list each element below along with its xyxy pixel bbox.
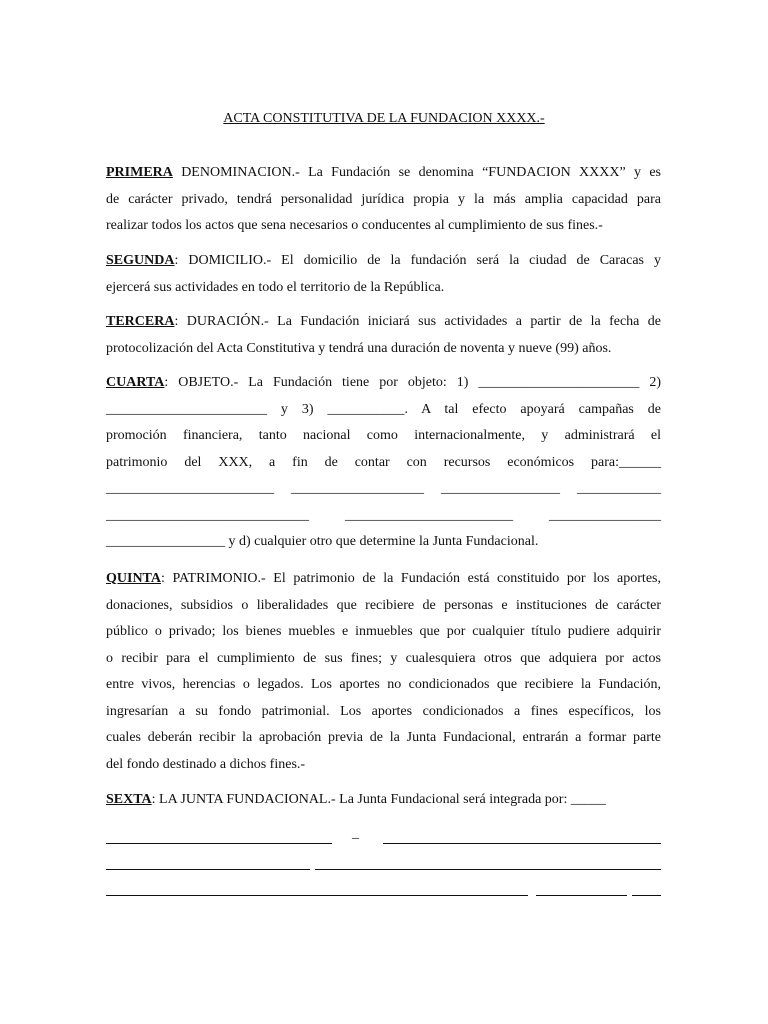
document-title: ACTA CONSTITUTIVA DE LA FUNDACION XXXX.- bbox=[223, 111, 545, 126]
clause-line: ejercerá sus actividades en todo el territorio de la República. bbox=[106, 279, 445, 295]
clause-line: promoción financiera, tanto nacional como internacionalmente, y administrará el bbox=[106, 428, 661, 443]
clause-heading: SEXTA bbox=[106, 792, 152, 807]
clause-sexta bbox=[106, 787, 661, 814]
blank-line: _____________________________ ________________________ ________________ bbox=[106, 507, 661, 523]
clause-line: _________________ y d) cualquier otro que determine la Junta Fundacional. bbox=[106, 534, 539, 549]
blank-line bbox=[632, 895, 661, 896]
clause-line: _______________________ y 3) ___________. A tal efecto apoyará campañas de bbox=[106, 401, 661, 417]
clause-line: o recibir para el cumplimiento de sus fines; y cualesquiera otros que adquiera por actos bbox=[106, 650, 661, 666]
clause-line: SEXTA: LA JUNTA FUNDACIONAL.- La Junta Fundacional será integrada por: _____ bbox=[106, 792, 606, 807]
clause-line: TERCERA: DURACIÓN.- La Fundación iniciará sus actividades a partir de la fecha de bbox=[106, 314, 661, 329]
clause-line: SEGUNDA: DOMICILIO.- El domicilio de la fundación será la ciudad de Caracas y bbox=[106, 253, 661, 268]
clause-line: público o privado; los bienes muebles e inmuebles que por cualquier título pudiere adquirir bbox=[106, 624, 661, 639]
clause-line: entre vivos, herencias o legados. Los aportes no condicionados que recibiere la Fundación, bbox=[106, 677, 661, 692]
blank-line: ________________________ ___________________ _________________ ____________ bbox=[106, 481, 661, 496]
clause-line: PRIMERA DENOMINACION.- La Fundación se denomina “FUNDACION XXXX” y es bbox=[106, 165, 661, 180]
clause-primera bbox=[106, 160, 661, 240]
blank-line bbox=[315, 869, 661, 870]
clause-heading: SEGUNDA bbox=[106, 253, 175, 268]
clause-line: del fondo destinado a dichos fines.- bbox=[106, 756, 306, 772]
clause-line: cuales deberán recibir la aprobación previa de la Junta Fundacional, entrarán a formar parte bbox=[106, 730, 661, 745]
clause-segunda bbox=[106, 248, 661, 301]
clause-heading: CUARTA bbox=[106, 375, 165, 390]
clause-quinta bbox=[106, 566, 661, 778]
clause-line: CUARTA: OBJETO.- La Fundación tiene por objeto: 1) _______________________ 2) bbox=[106, 375, 661, 390]
blank-line bbox=[106, 869, 310, 870]
clause-line: realizar todos los actos que sena necesarios o conducentes al cumplimiento de sus fines.- bbox=[106, 218, 603, 233]
clause-line: ingresarían a su fondo patrimonial. Los aportes condicionados a fines específicos, los bbox=[106, 703, 661, 719]
blank-line bbox=[106, 843, 332, 844]
clause-cuarta bbox=[106, 370, 661, 556]
blank-line bbox=[536, 895, 627, 896]
blank-line bbox=[106, 895, 528, 896]
clause-line: donaciones, subsidios o liberalidades que recibiere de personas e instituciones de carácter bbox=[106, 597, 661, 613]
clause-heading: PRIMERA bbox=[106, 165, 173, 180]
clause-tercera bbox=[106, 309, 661, 362]
clause-line: patrimonio del XXX, a fin de contar con recursos económicos para:______ bbox=[106, 454, 661, 470]
dash-mark: _ bbox=[352, 826, 359, 841]
clause-line: protocolización del Acta Constitutiva y tendrá una duración de noventa y nueve (99) años. bbox=[106, 340, 612, 356]
clause-heading: TERCERA bbox=[106, 314, 175, 329]
blank-line bbox=[383, 843, 661, 844]
clause-line: QUINTA: PATRIMONIO.- El patrimonio de la Fundación está constituido por los aportes, bbox=[106, 571, 661, 586]
clause-line: de carácter privado, tendrá personalidad jurídica propia y la más amplia capacidad para bbox=[106, 191, 661, 207]
clause-heading: QUINTA bbox=[106, 571, 161, 586]
